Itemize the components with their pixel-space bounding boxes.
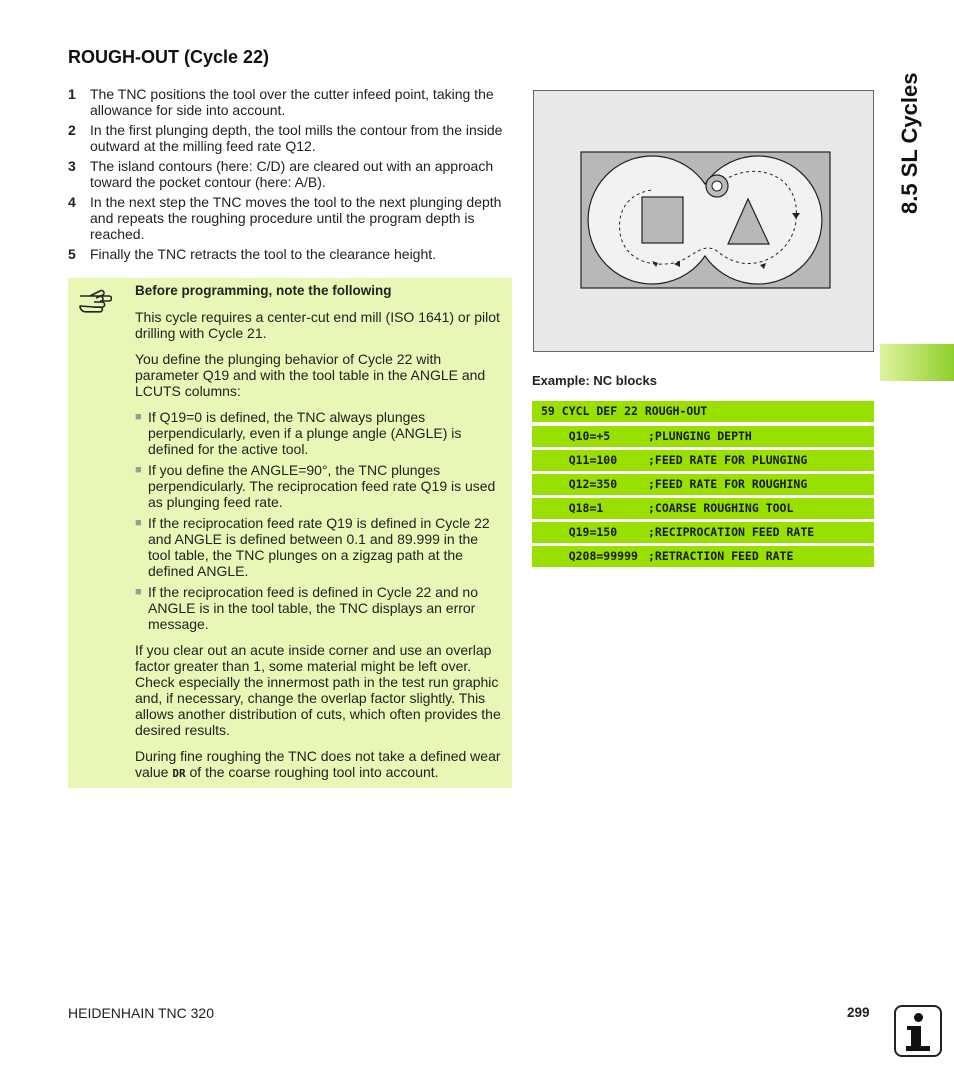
step-item	[68, 86, 513, 118]
note-paragraph	[135, 748, 503, 782]
island-square	[642, 197, 683, 243]
step-text: Finally the TNC retracts the tool to the clearance height.	[90, 246, 437, 262]
pointing-hand-icon	[78, 286, 112, 314]
bullet-item	[135, 515, 503, 579]
nc-comment: ;FEED RATE FOR ROUGHING	[648, 477, 808, 491]
nc-code: Q12=350	[541, 477, 618, 491]
note-paragraph: This cycle requires a center-cut end mill (ISO 1641) or pilot drilling with Cycle 21.	[135, 309, 500, 341]
note-body	[135, 283, 503, 792]
example-label: Example: NC blocks	[532, 373, 657, 388]
note-paragraph: You define the plunging behavior of Cycle 22 with parameter Q19 and with the tool table in the ANGLE and LCUTS columns:	[135, 351, 486, 399]
nc-block-row	[532, 450, 874, 471]
nc-comment: ;RETRACTION FEED RATE	[648, 549, 794, 563]
bullet-text: If you define the ANGLE=90°, the TNC plunges perpendicularly. The reciprocation feed rate Q19 is used as plunging feed rate.	[148, 462, 496, 510]
note-paragraph: If you clear out an acute inside corner and use an overlap factor greater than 1, some material might be left over. Check especially the innermost path in the test run graphic and, if necessary, change the overlap factor slightly. This allows another distribution of cuts, which often provides the desired results.	[135, 642, 501, 738]
note-box	[68, 278, 512, 788]
bullet-text: If the reciprocation feed rate Q19 is defined in Cycle 22 and ANGLE is defined between 0.1 and 89.999 in the tool table, the TNC plunges on a zigzag path at the defined ANGLE.	[148, 515, 490, 579]
bullet-square-icon: ■	[135, 411, 142, 423]
nc-code: 59 CYCL DEF 22 ROUGH-OUT	[541, 404, 708, 418]
nc-block-row	[532, 426, 874, 447]
nc-block-row	[532, 498, 874, 519]
cutter-center	[712, 181, 722, 191]
note-text: During fine roughing the TNC does not take a defined wear value	[135, 748, 501, 780]
footer-product: HEIDENHAIN TNC 320	[68, 1005, 215, 1021]
bullet-item	[135, 462, 503, 510]
step-number: 4	[68, 194, 76, 210]
info-serif	[906, 1046, 930, 1051]
step-text: In the first plunging depth, the tool mills the contour from the inside outward at the milling feed rate Q12.	[90, 122, 503, 154]
nc-block-row	[532, 546, 874, 567]
info-stem	[911, 1026, 921, 1048]
illustration-drawing	[534, 91, 875, 353]
chapter-title: 8.5 SL Cycles	[897, 72, 922, 214]
bullet-text: If Q19=0 is defined, the TNC always plunges perpendicularly, even if a plunge angle (ANGLE) is defined for the active tool.	[148, 409, 462, 457]
step-item	[68, 122, 513, 154]
nc-block-row	[532, 522, 874, 543]
note-bullet-list	[135, 409, 503, 632]
nc-block-row	[532, 474, 874, 495]
step-text: The island contours (here: C/D) are cleared out with an approach toward the pocket contour (here: A/B).	[90, 158, 494, 190]
nc-comment: ;COARSE ROUGHING TOOL	[648, 501, 794, 515]
bullet-item	[135, 584, 503, 632]
nc-comment: ;FEED RATE FOR PLUNGING	[648, 453, 808, 467]
page-number: 299	[847, 1005, 870, 1020]
step-text: In the next step the TNC moves the tool to the next plunging depth and repeats the roughing procedure until the program depth is reached.	[90, 194, 502, 242]
bullet-square-icon: ■	[135, 517, 142, 529]
info-icon	[894, 1005, 942, 1057]
step-item	[68, 246, 513, 262]
bullet-item	[135, 409, 503, 457]
step-number: 2	[68, 122, 76, 138]
step-number: 5	[68, 246, 76, 262]
nc-comment: ;PLUNGING DEPTH	[648, 429, 752, 443]
note-heading: Before programming, note the following	[135, 283, 392, 298]
nc-code: Q19=150	[541, 525, 618, 539]
step-text: The TNC positions the tool over the cutter infeed point, taking the allowance for side into account.	[90, 86, 494, 118]
inline-code: DR	[172, 767, 186, 780]
nc-code: Q18=1	[541, 501, 604, 515]
step-number: 1	[68, 86, 76, 102]
info-dot	[914, 1013, 923, 1022]
section-title: ROUGH-OUT (Cycle 22)	[68, 47, 270, 67]
nc-code: Q208=99999	[541, 549, 638, 563]
step-number: 3	[68, 158, 76, 174]
bullet-square-icon: ■	[135, 586, 142, 598]
note-text: of the coarse roughing tool into account.	[185, 764, 439, 780]
bullet-text: If the reciprocation feed is defined in Cycle 22 and no ANGLE is in the tool table, the TNC displays an error message.	[148, 584, 478, 632]
nc-code: Q10=+5	[541, 429, 611, 443]
step-item	[68, 194, 513, 242]
nc-comment: ;RECIPROCATION FEED RATE	[648, 525, 815, 539]
chapter-tab	[880, 344, 954, 381]
nc-block-row	[532, 401, 874, 422]
bullet-square-icon: ■	[135, 464, 142, 476]
rough-out-illustration	[533, 90, 874, 352]
nc-code: Q11=100	[541, 453, 618, 467]
step-item	[68, 158, 513, 190]
step-list	[68, 86, 513, 266]
